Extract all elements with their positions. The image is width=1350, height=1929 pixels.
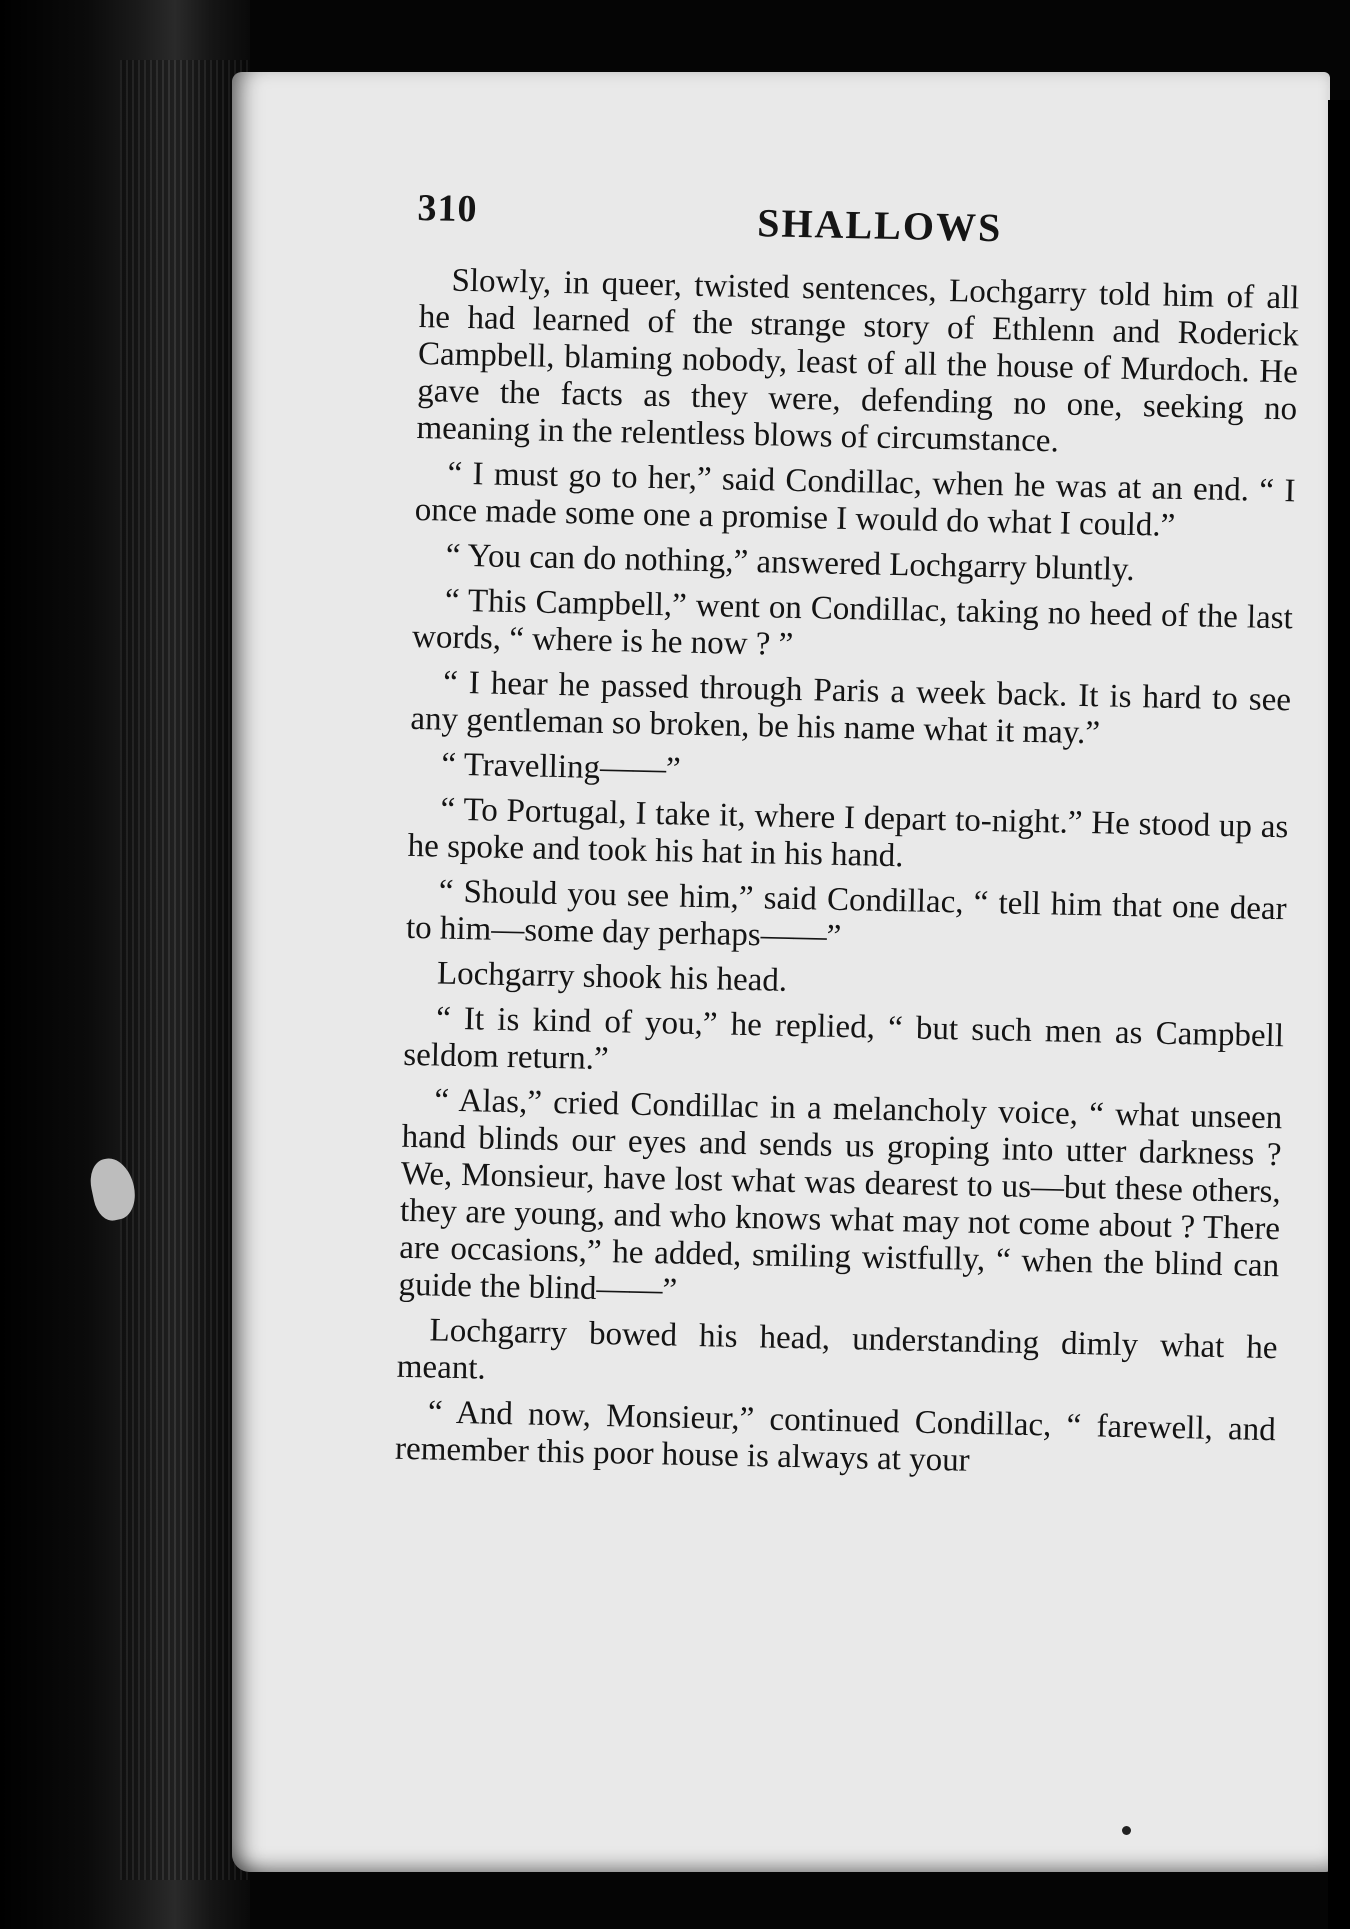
paragraph: “ Travelling——” bbox=[441, 746, 682, 788]
paragraph: “ And now, Monsieur,” continued Condillac, “ farewell, and remember this poor house is always at your bbox=[394, 1394, 1277, 1479]
right-page-edge bbox=[1328, 100, 1350, 1929]
paragraph: Slowly, in queer, twisted sentences, Lochgarry told him of all he had learned of the strange story of Ethlenn and Roderick Campbell, blaming nobody, least of all the house of Murdoch. He gave the facts as they were, defending no one, seeking no meaning in the relentless blows of circumstance. bbox=[416, 262, 1300, 460]
body-text bbox=[395, 262, 1300, 1494]
gutter-texture bbox=[120, 60, 250, 1880]
paragraph: “ To Portugal, I take it, where I depart to-night.” He stood up as he spoke and took his hat in his hand. bbox=[407, 791, 1289, 875]
paragraph: “ You can do nothing,” answered Lochgarry bluntly. bbox=[445, 537, 1135, 589]
paragraph: Lochgarry bowed his head, understanding dimly what he meant. bbox=[396, 1312, 1278, 1387]
running-title: SHALLOWS bbox=[756, 200, 1003, 251]
paragraph: “ It is kind of you,” he replied, “ but such men as Campbell seldom return.” bbox=[403, 1000, 1285, 1078]
paragraph: Lochgarry shook his head. bbox=[436, 955, 788, 999]
ink-speck bbox=[1122, 1826, 1131, 1835]
paragraph: “ I must go to her,” said Condillac, when he was at an end. “ I once made some one a promise I would do what I could.” bbox=[414, 455, 1296, 544]
paragraph: “ Should you see him,” said Condillac, “ tell him that one dear to him—some day perhaps——” bbox=[405, 873, 1288, 955]
paragraph: “ This Campbell,” went on Condillac, taking no heed of the last words, “ where is he now ? ” bbox=[411, 582, 1294, 663]
page-number: 310 bbox=[417, 186, 478, 231]
paragraph: “ Alas,” cried Condillac in a melancholy voice, “ what unseen hand blinds our eyes and sends us groping into utter darkness ? We, Monsieur, have lost what was dearest to us—but these others, they are young, and who knows what may not come about ? There are occasions,” he added, smiling wistfully, “ when the blind can guide the blind——” bbox=[398, 1082, 1283, 1309]
paragraph: “ I hear he passed through Paris a week back. It is hard to see any gentleman so broken, be his name what it may.” bbox=[410, 664, 1292, 752]
